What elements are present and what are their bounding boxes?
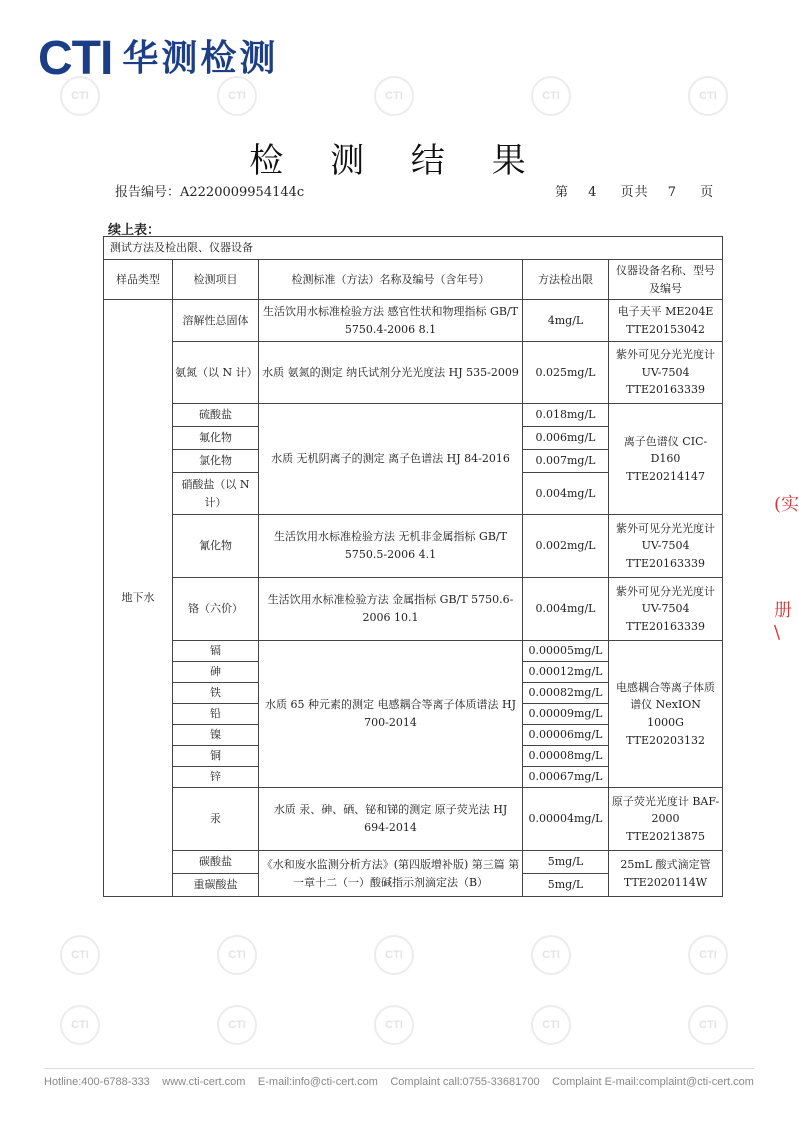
item-cell: 镉	[173, 641, 259, 662]
continued-label: 续上表：	[108, 223, 161, 238]
footer-complaint-call: Complaint call:0755-33681700	[390, 1076, 540, 1088]
watermark-logo: CTI	[217, 76, 257, 116]
std-cell: 《水和废水监测分析方法》(第四版增补版) 第三篇 第一章十二（一）酸碱指示剂滴定法（B）	[259, 851, 523, 897]
watermark-logo: CTI	[60, 1005, 100, 1045]
item-cell: 重碳酸盐	[173, 874, 259, 897]
item-cell: 铅	[173, 704, 259, 725]
equip-cell: 电子天平 ME204E TTE20153042	[609, 300, 723, 342]
item-cell: 硫酸盐	[173, 404, 259, 427]
item-cell: 镍	[173, 725, 259, 746]
item-cell: 氯化物	[173, 450, 259, 473]
lod-cell: 0.00009mg/L	[523, 704, 609, 725]
results-table	[103, 236, 723, 897]
footer-email[interactable]: E-mail:info@cti-cert.com	[257, 1076, 378, 1088]
lod-cell: 0.00005mg/L	[523, 641, 609, 662]
std-cell: 生活饮用水标准检验方法 无机非金属指标 GB/T 5750.5-2006 4.1	[259, 515, 523, 578]
lod-cell: 0.025mg/L	[523, 342, 609, 404]
table-row	[104, 515, 723, 578]
equip-cell: 离子色谱仪 CIC-D160 TTE20214147	[609, 404, 723, 515]
table-row	[104, 342, 723, 404]
std-cell: 水质 无机阴离子的测定 离子色谱法 HJ 84-2016	[259, 404, 523, 515]
watermark-logo: CTI	[531, 76, 571, 116]
lod-cell: 0.00082mg/L	[523, 683, 609, 704]
page-label-ye: 页	[700, 185, 715, 200]
footer-divider	[44, 1068, 754, 1069]
watermark-logo: CTI	[217, 935, 257, 975]
item-cell: 铁	[173, 683, 259, 704]
std-cell: 水质 氨氮的测定 纳氏试剂分光光度法 HJ 535-2009	[259, 342, 523, 404]
lod-cell: 0.007mg/L	[523, 450, 609, 473]
table-row	[104, 300, 723, 342]
item-cell: 氨氮（以 N 计）	[173, 342, 259, 404]
item-cell: 氰化物	[173, 515, 259, 578]
equip-cell: 紫外可见分光光度计 UV-7504 TTE20163339	[609, 342, 723, 404]
table-row	[104, 404, 723, 427]
lod-cell: 0.018mg/L	[523, 404, 609, 427]
equip-cell: 紫外可见分光光度计 UV-7504 TTE20163339	[609, 578, 723, 641]
watermark-logo: CTI	[60, 935, 100, 975]
std-cell: 生活饮用水标准检验方法 感官性状和物理指标 GB/T 5750.4-2006 8.1	[259, 300, 523, 342]
lod-cell: 5mg/L	[523, 874, 609, 897]
side-stamp-fragment: (实	[774, 494, 799, 515]
footer-hotline: Hotline:400-6788-333	[44, 1076, 150, 1088]
footer	[44, 1076, 754, 1088]
lod-cell: 0.00008mg/L	[523, 746, 609, 767]
page-label-mid: 页共	[620, 185, 649, 200]
table-section-header-row	[104, 237, 723, 260]
table-header-row	[104, 260, 723, 300]
watermark-logo: CTI	[374, 1005, 414, 1045]
table-row	[104, 578, 723, 641]
item-cell: 锌	[173, 767, 259, 788]
watermark-logo: CTI	[531, 935, 571, 975]
watermark-logo: CTI	[688, 935, 728, 975]
report-number: 报告编号：A2220009954144c	[115, 185, 305, 200]
std-cell: 水质 汞、砷、硒、铋和锑的测定 原子荧光法 HJ 694-2014	[259, 788, 523, 851]
lod-cell: 4mg/L	[523, 300, 609, 342]
col-header: 仪器设备名称、型号及编号	[609, 260, 723, 300]
lod-cell: 0.00006mg/L	[523, 725, 609, 746]
lod-cell: 0.00067mg/L	[523, 767, 609, 788]
lod-cell: 5mg/L	[523, 851, 609, 874]
side-stamp-fragment: 册	[774, 600, 792, 621]
lod-cell: 0.004mg/L	[523, 578, 609, 641]
item-cell: 溶解性总固体	[173, 300, 259, 342]
watermark-logo: CTI	[374, 76, 414, 116]
section-header: 测试方法及检出限、仪器设备	[104, 237, 723, 260]
table-row	[104, 788, 723, 851]
item-cell: 汞	[173, 788, 259, 851]
company-logo	[38, 34, 278, 84]
equip-cell: 25mL 酸式滴定管 TTE2020114W	[609, 851, 723, 897]
page-indicator	[555, 181, 714, 200]
watermark-logo: CTI	[531, 1005, 571, 1045]
logo-chinese-text: 华测检测	[122, 38, 279, 79]
equip-cell: 紫外可见分光光度计 UV-7504 TTE20163339	[609, 515, 723, 578]
lod-cell: 0.00004mg/L	[523, 788, 609, 851]
item-cell: 铬（六价）	[173, 578, 259, 641]
item-cell: 碳酸盐	[173, 851, 259, 874]
item-cell: 砷	[173, 662, 259, 683]
page-total: 7	[667, 185, 678, 200]
watermark-logo: CTI	[60, 76, 100, 116]
std-cell: 生活饮用水标准检验方法 金属指标 GB/T 5750.6-2006 10.1	[259, 578, 523, 641]
watermark-logo: CTI	[374, 935, 414, 975]
page-title: 检 测 结 果	[249, 141, 544, 181]
item-cell: 硝酸盐（以 N 计）	[173, 473, 259, 515]
page-label-di: 第	[555, 185, 570, 200]
watermark-logo: CTI	[688, 76, 728, 116]
table-row	[104, 851, 723, 874]
col-header: 检测项目	[173, 260, 259, 300]
item-cell: 铜	[173, 746, 259, 767]
logo-cti-text: CTI	[38, 32, 113, 85]
footer-complaint-email[interactable]: Complaint E-mail:complaint@cti-cert.com	[552, 1076, 754, 1088]
footer-website[interactable]: www.cti-cert.com	[162, 1076, 246, 1088]
watermark-logo: CTI	[688, 1005, 728, 1045]
item-cell: 氟化物	[173, 427, 259, 450]
page-current: 4	[588, 185, 598, 200]
col-header: 方法检出限	[523, 260, 609, 300]
lod-cell: 0.004mg/L	[523, 473, 609, 515]
sample-type-cell: 地下水	[104, 300, 173, 897]
col-header: 样品类型	[104, 260, 173, 300]
lod-cell: 0.00012mg/L	[523, 662, 609, 683]
watermark-logo: CTI	[217, 1005, 257, 1045]
lod-cell: 0.006mg/L	[523, 427, 609, 450]
table-row	[104, 641, 723, 662]
equip-cell: 电感耦合等离子体质谱仪 NexION 1000G TTE20203132	[609, 641, 723, 788]
side-stamp-fragment: \	[774, 622, 781, 643]
std-cell: 水质 65 种元素的测定 电感耦合等离子体质谱法 HJ 700-2014	[259, 641, 523, 788]
col-header: 检测标准（方法）名称及编号（含年号）	[259, 260, 523, 300]
lod-cell: 0.002mg/L	[523, 515, 609, 578]
equip-cell: 原子荧光光度计 BAF-2000 TTE20213875	[609, 788, 723, 851]
